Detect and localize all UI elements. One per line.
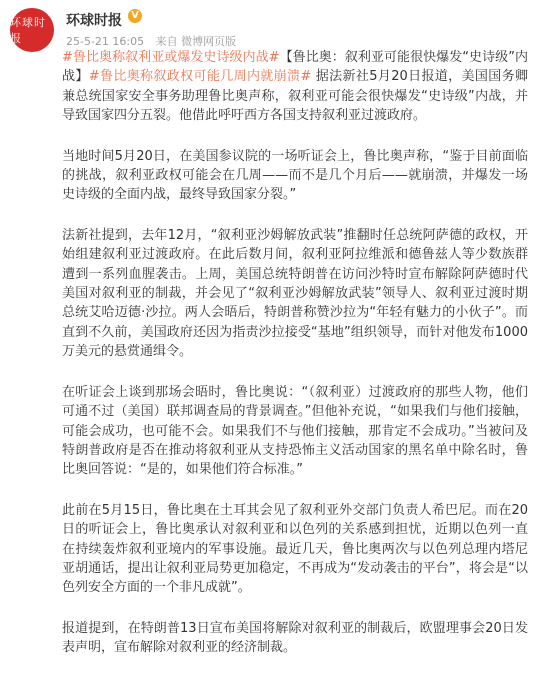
paragraph: 当地时间5月20日，在美国参议院的一场听证会上，鲁比奥声称，“鉴于目前面临的挑战，叙利亚政权可能会在几周——而不是几个月后——就崩溃，并爆发一场史诗级的全面内战，最终导致国家分裂。” (62, 148, 528, 203)
paragraph: 此前在5月15日，鲁比奥在土耳其会见了叙利亚外交部门负责人希巴尼。而在20日的听证会上，鲁比奥承认对叙利亚和以色列的关系感到担忧，近期以色列一直在持续轰炸叙利亚境内的军事设施。最近几天，鲁比奥两次与以色列总理内塔尼亚胡通话，提出让叙利亚局势更加稳定，不再成为“发动袭击的平台”，将会是“以色列安全方面的一个非凡成就”。 (62, 502, 528, 596)
paragraph: 报道提到，在特朗普13日宣布美国将解除对叙利亚的制裁后，欧盟理事会20日发表声明，宣布解除对叙利亚的经济制裁。 (62, 620, 528, 656)
verified-icon: V (128, 9, 142, 23)
hashtag-link[interactable]: #鲁比奥称叙政权可能几周内就崩溃# (88, 69, 312, 85)
paragraph: 法新社提到，去年12月，“叙利亚沙姆解放武装”推翻时任总统阿萨德的政权，开始组建叙利亚过渡政府。在此后数月间，叙利亚阿拉维派和德鲁兹人等少数族群遭到一系列血腥袭击。上周，美国总统特朗普在访问沙特时宣布解除阿萨德时代美国对叙利亚的制裁，并会见了“叙利亚沙姆解放武装”领导人、叙利亚过渡时期总统艾哈迈德·沙拉。两人会晤后，特朗普称赞沙拉为“年轻有魅力的小伙子”。而直到不久前，美国政府还因为指责沙拉接受“基地”组织领导，而针对他发布1000万美元的悬赏通缉令。 (62, 227, 528, 360)
lead-text: 据法新社5月20日报道，美国国务卿兼总统国家安全事务助理鲁比奥声称，叙利亚可能会很快爆发“史诗级”内战，并导致国家四分五裂。他借此呼吁西方各国支持叙利亚过渡政府。 (62, 69, 528, 124)
hashtag-link[interactable]: #鲁比奥称叙利亚或爆发史诗级内战# (62, 50, 280, 65)
account-name[interactable]: 环球时报 (66, 13, 122, 29)
post-meta (66, 33, 244, 49)
timestamp[interactable]: 25-5-21 16:05 (66, 35, 145, 48)
lead-title: 【鲁比奥：叙利亚可能很快爆发“史诗级”内战】 (62, 50, 528, 85)
post-header (10, 6, 540, 50)
paragraph-lead (62, 48, 528, 126)
avatar[interactable]: 环球时报 (10, 8, 54, 52)
post-body (62, 48, 528, 679)
post-source: 来自 微博网页版 (155, 35, 237, 48)
paragraph: 在听证会上谈到那场会晤时，鲁比奥说：“（叙利亚）过渡政府的那些人物，他们可通不过（美国）联邦调查局的背景调查。”但他补充说，“如果我们与他们接触，可能会成功，也可能不会。如果我们不与他们接触，那肯定不会成功。”当被问及特朗普政府是否在推动将叙利亚从支持恐怖主义活动国家的黑名单中除名时，鲁比奥回答说：“是的，如果他们符合标准。” (62, 384, 528, 478)
